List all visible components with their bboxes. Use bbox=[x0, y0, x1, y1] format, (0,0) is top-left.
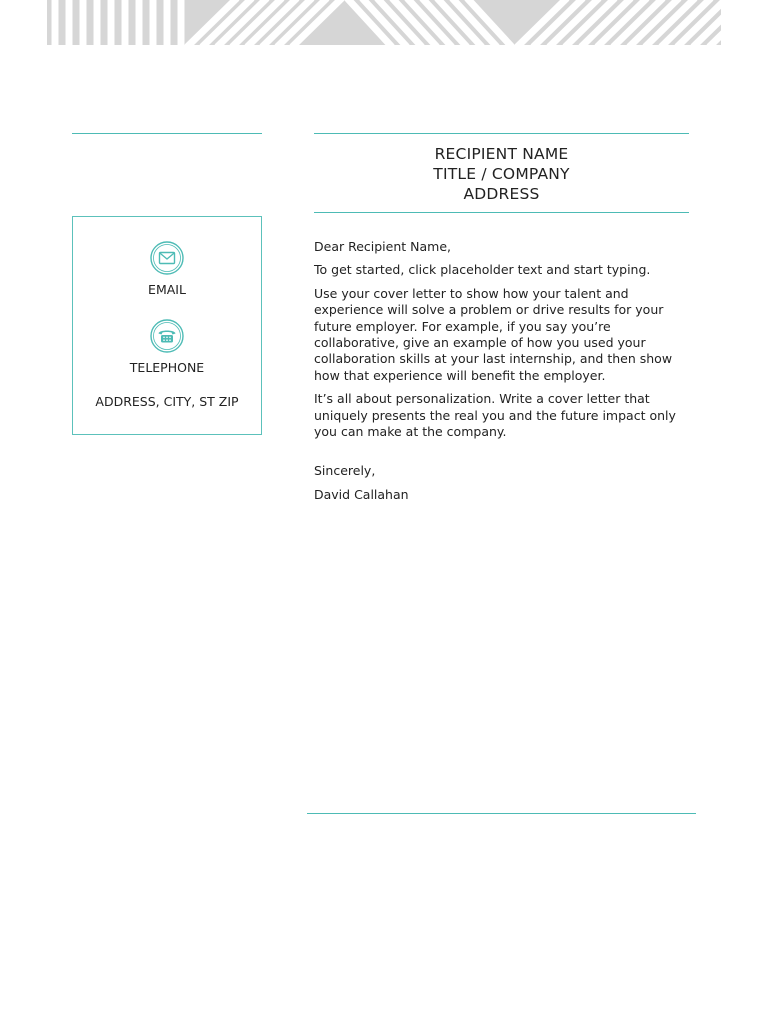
telephone-icon bbox=[150, 319, 184, 353]
letter-paragraph[interactable]: Use your cover letter to show how your talent and experience will solve a problem or drive results for your future employer. For example, if you say you’re collaborative, give an example of how you used your collaboration skills at your last internship, and then show how that experience will benefit the employer. bbox=[314, 285, 673, 383]
salutation[interactable]: Dear Recipient Name, bbox=[314, 239, 451, 254]
contact-info-box bbox=[72, 216, 262, 435]
recipient-title-company[interactable]: TITLE / COMPANY bbox=[433, 165, 570, 183]
header-decorative-pattern bbox=[47, 0, 721, 45]
recipient-block bbox=[314, 144, 689, 204]
letter-body bbox=[314, 239, 694, 503]
recipient-top-divider bbox=[314, 133, 689, 134]
letter-paragraph[interactable]: It’s all about personalization. Write a cover letter that uniquely presents the real you and the future impact only you can make at the company. bbox=[314, 391, 676, 440]
letter-paragraph[interactable]: To get started, click placeholder text and start typing. bbox=[314, 262, 651, 278]
recipient-name[interactable]: RECIPIENT NAME bbox=[434, 145, 569, 163]
email-label[interactable]: EMAIL bbox=[148, 282, 186, 297]
recipient-address[interactable]: ADDRESS bbox=[463, 185, 540, 203]
envelope-icon bbox=[150, 241, 184, 275]
closing[interactable]: Sincerely, bbox=[314, 463, 376, 479]
footer-divider bbox=[307, 813, 696, 814]
signature[interactable]: David Callahan bbox=[314, 486, 409, 502]
recipient-bottom-divider bbox=[314, 212, 689, 213]
address-label[interactable]: ADDRESS, CITY, ST ZIP bbox=[95, 394, 239, 409]
telephone-label[interactable]: TELEPHONE bbox=[129, 360, 205, 375]
left-top-divider bbox=[72, 133, 262, 134]
